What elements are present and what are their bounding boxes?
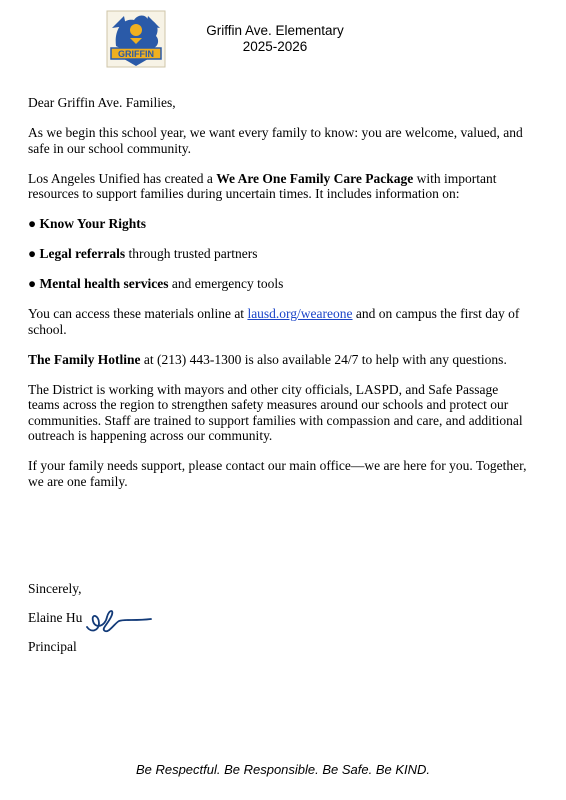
bullet-item: [28, 246, 528, 262]
paragraph-care-package: [28, 171, 528, 202]
care-package-name: We Are One Family Care Package: [216, 170, 414, 186]
care-package-intro: Los Angeles Unified has created a: [28, 170, 217, 186]
bullet-bold: Mental health services: [39, 276, 169, 291]
bullet-icon: ●: [28, 216, 37, 231]
letterhead: [0, 8, 566, 70]
paragraph-hotline: [28, 352, 528, 368]
school-motto: Be Respectful. Be Responsible. Be Safe. Be KIND.: [135, 762, 431, 777]
school-year: 2025-2026: [242, 39, 308, 54]
paragraph-support: If your family needs support, please contact our main office—we are here for you. Together, we are one family.: [28, 458, 527, 489]
bullet-text: and emergency tools: [168, 276, 284, 291]
paragraph-safety: The District is working with mayors and other city officials, LASPD, and Safe Passage teams across the region to strengthen safety measures around our schools and protect our communities. Staff are trained to support families with compassion and care, and additional outreach is happening across our community.: [28, 381, 523, 443]
bullet-bold: Legal referrals: [39, 246, 126, 261]
paragraph-welcome: As we begin this school year, we want every family to know: you are welcome, valued, and safe in our school community.: [28, 125, 523, 156]
care-package-details: with important resources to support families during uncertain times. It includes information on:: [28, 170, 497, 201]
hotline-details: at (213) 443-1300 is also available 24/7 to help with any questions.: [140, 351, 507, 367]
hotline-label: The Family Hotline: [28, 351, 141, 367]
access-details: and on campus the first day of school.: [28, 306, 520, 337]
school-name: Griffin Ave. Elementary: [206, 23, 344, 38]
weareone-link[interactable]: lausd.org/weareone: [247, 306, 353, 321]
bullet-item: [28, 276, 528, 292]
bullet-bold: Know Your Rights: [39, 216, 147, 231]
sign-off: Sincerely,: [28, 581, 82, 596]
bullet-text: through trusted partners: [125, 246, 258, 261]
logo-text: GRIFFIN: [118, 49, 154, 59]
principal-name: Elaine Hu: [28, 610, 83, 625]
bullet-icon: ●: [28, 246, 37, 261]
paragraph-access: [28, 306, 528, 337]
greeting: Dear Griffin Ave. Families,: [28, 95, 176, 110]
principal-title: Principal: [28, 639, 77, 654]
letter-body: [28, 95, 528, 504]
bullet-icon: ●: [28, 276, 37, 291]
school-info: [180, 23, 370, 55]
griffin-logo: [104, 8, 168, 70]
signature-icon: [85, 603, 155, 635]
access-intro: You can access these materials online at: [28, 306, 248, 321]
bullet-item: [28, 216, 528, 232]
